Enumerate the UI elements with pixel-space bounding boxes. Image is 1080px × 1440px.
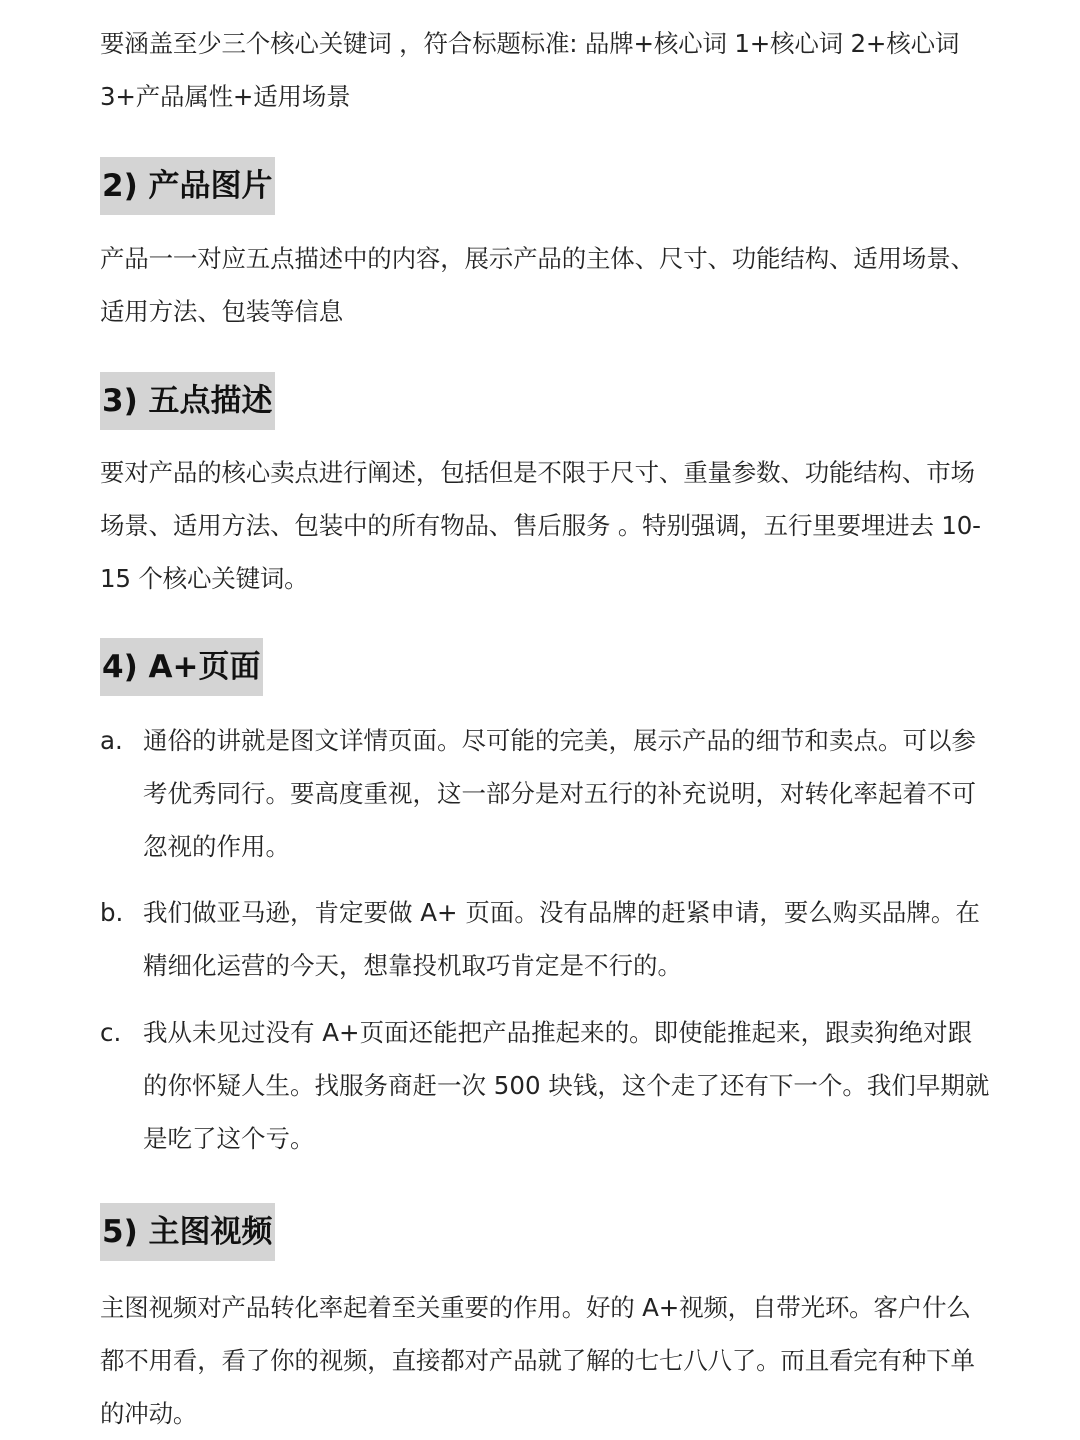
list-marker-b: b. (100, 898, 124, 927)
paragraph-product-images: 产品一一对应五点描述中的内容，展示产品的主体、尺寸、功能结构、适用场景、适用方法、包装等信息 (100, 244, 975, 326)
list-text-a: 通俗的讲就是图文详情页面。尽可能的完美，展示产品的细节和卖点。可以参考优秀同行。要高度重视，这一部分是对五行的补充说明，对转化率起着不可忽视的作用。 (143, 726, 976, 861)
paragraph-five-point-description: 要对产品的核心卖点进行阐述，包括但是不限于尺寸、重量参数、功能结构、市场场景、适用方法、包装中的所有物品、售后服务 。特别强调，五行里要埋进去 10-15 个核心关键词。 (100, 458, 981, 593)
heading-product-images: 2) 产品图片 (100, 157, 275, 215)
intro-paragraph: 要涵盖至少三个核心关键词 ，符合标题标准: 品牌+核心词 1+核心词 2+核心词 3+产品属性+适用场景 (100, 29, 960, 111)
paragraph-main-image-video: 主图视频对产品转化率起着至关重要的作用。好的 A+视频，自带光环。客户什么都不用看，看了你的视频，直接都对产品就了解的七七八八了。而且看完有种下单的冲动。 (100, 1293, 975, 1428)
list-item-c (100, 1006, 990, 1165)
list-marker-a: a. (100, 726, 123, 755)
list-item-a (100, 714, 990, 873)
heading-main-image-video: 5) 主图视频 (100, 1203, 275, 1261)
list-text-b: 我们做亚马逊，肯定要做 A+ 页面。没有品牌的赶紧申请，要么购买品牌。在精细化运营的今天，想靠投机取巧肯定是不行的。 (143, 898, 980, 980)
heading-a-plus-page: 4) A+页面 (100, 638, 263, 696)
heading-five-point-description: 3) 五点描述 (100, 372, 275, 430)
list-text-c: 我从未见过没有 A+页面还能把产品推起来的。即使能推起来，跟卖狗绝对跟的你怀疑人生。找服务商赶一次 500 块钱，这个走了还有下一个。我们早期就是吃了这个亏。 (143, 1018, 990, 1153)
list-item-b (100, 886, 990, 992)
list-marker-c: c. (100, 1018, 122, 1047)
